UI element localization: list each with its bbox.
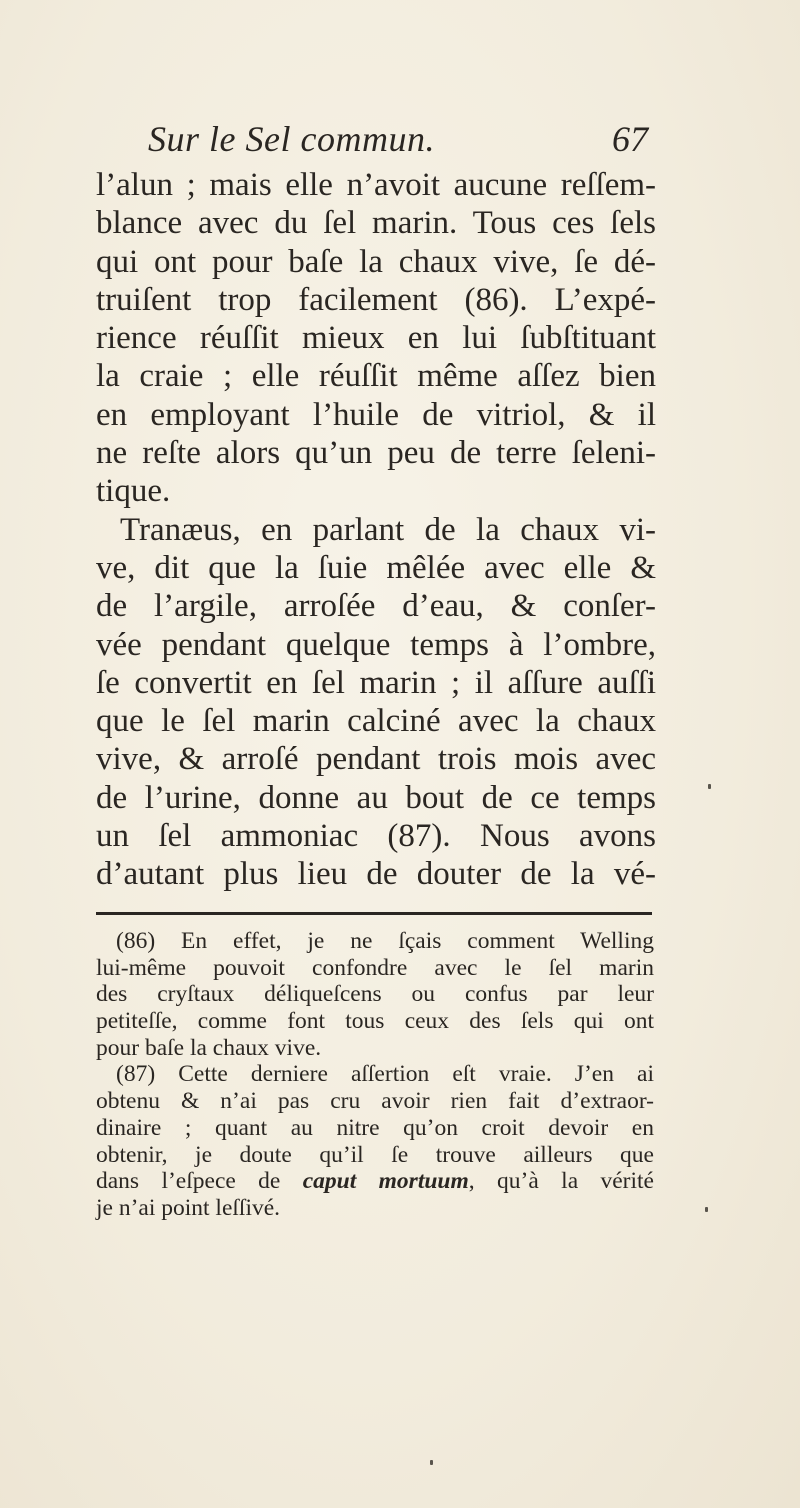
text-line: en employant l’huile de vitriol, & il	[96, 396, 656, 433]
footnote-line: (86) En effet, je ne ſçais comment Welling	[116, 928, 654, 954]
text-line: rience réuſſit mieux en lui ſubſtituant	[96, 320, 656, 357]
text-line: tique.	[96, 473, 171, 510]
text-line: truiſent trop facilement (86). L’expé-	[96, 281, 656, 318]
running-title: Sur le Sel commun.	[148, 119, 435, 159]
text-line: vée pendant quelque temps à l’ombre,	[96, 626, 656, 663]
footnote-line: des cryſtaux déliqueſcens ou confus par leur	[96, 981, 654, 1008]
text-line: un ſel ammoniac (87). Nous avons	[96, 818, 656, 855]
text-line: ſe convertit en ſel marin ; il aſſure auſſi	[96, 664, 656, 701]
footnote-line: lui-même pouvoit confondre avec le ſel marin	[96, 954, 654, 981]
text-line: l’alun ; mais elle n’avoit aucune reſſem-	[96, 167, 656, 203]
text-line: d’autant plus lieu de douter de la vé-	[96, 856, 656, 893]
paper-speck	[708, 784, 711, 789]
page-header	[148, 118, 648, 164]
text-line: la craie ; elle réuſſit même aſſez bien	[96, 358, 656, 395]
text-line: ne reſte alors qu’un peu de terre ſeleni-	[96, 435, 656, 472]
footnote-line: petiteſſe, comme font tous ceux des ſels qui ont	[96, 1008, 654, 1035]
footnote-italic-term: caput mortuum	[302, 1168, 469, 1195]
footnote-text: dans l’eſpece de	[96, 1168, 303, 1195]
footnote-line-with-italic	[96, 1168, 654, 1195]
text-line: de l’urine, donne au bout de ce temps	[96, 779, 656, 816]
text-line: ve, dit que la ſuie mêlée avec elle &	[96, 549, 656, 586]
text-line: qui ont pour baſe la chaux vive, ſe dé-	[96, 243, 656, 280]
footnote-line: pour baſe la chaux vive.	[96, 1034, 322, 1061]
footnote-line: obtenir, je doute qu’il ſe trouve ailleurs que	[96, 1141, 654, 1168]
text-line: de l’argile, arroſée d’eau, & conſer-	[96, 588, 656, 625]
text-line: Tranæus, en parlant de la chaux vi-	[120, 511, 656, 548]
main-text	[96, 166, 656, 894]
paper-speck	[430, 1460, 433, 1465]
text-line: vive, & arroſé pendant trois mois avec	[96, 741, 656, 778]
footnote-line: obtenu & n’ai pas cru avoir rien fait d’extraor-	[96, 1088, 654, 1115]
page-number: 67	[612, 119, 648, 159]
footnote-line: (87) Cette derniere aſſertion eſt vraie. J’en ai	[116, 1061, 654, 1088]
paper-speck	[705, 1207, 708, 1212]
footnote-line: je n’ai point leſſivé.	[96, 1194, 281, 1221]
footnote-rule	[96, 912, 652, 915]
text-line: que le ſel marin calciné avec la chaux	[96, 703, 656, 740]
footnote-text: , qu’à la vérité	[468, 1168, 654, 1195]
footnotes	[96, 928, 654, 1222]
footnote-line: dinaire ; quant au nitre qu’on croit devoir en	[96, 1114, 654, 1141]
text-line: blance avec du ſel marin. Tous ces ſels	[96, 205, 656, 242]
